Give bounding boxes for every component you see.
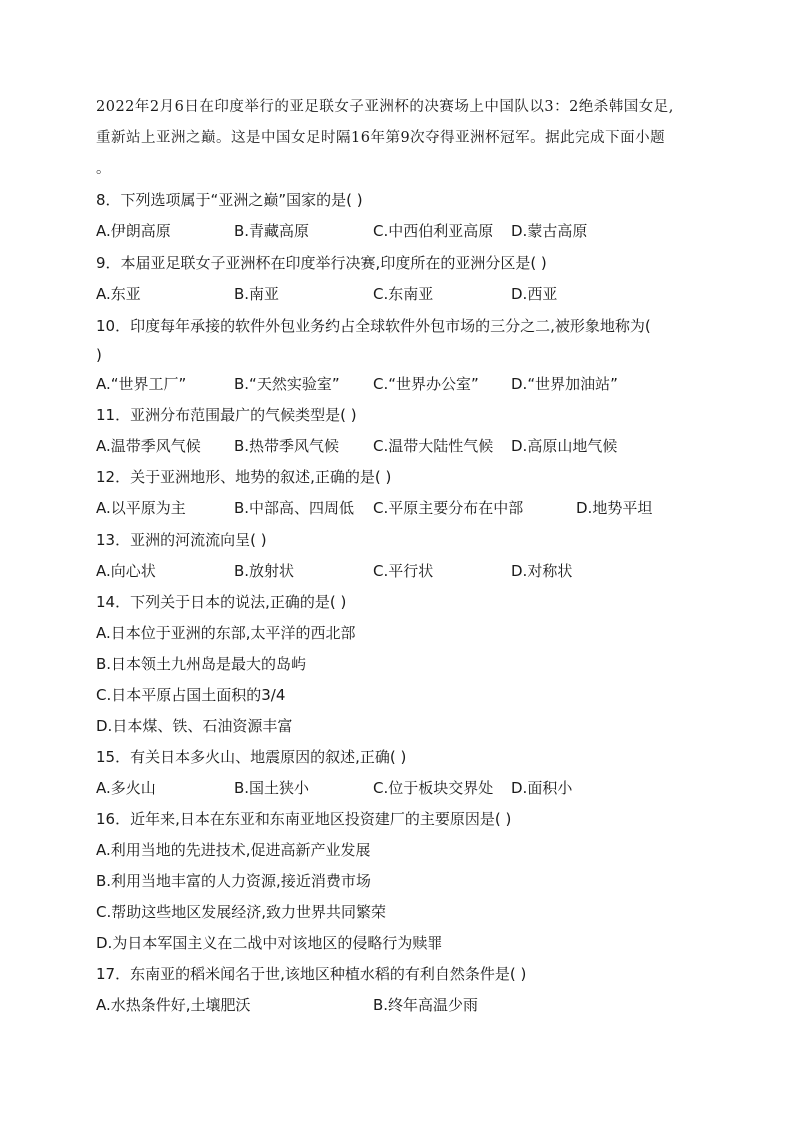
option-b: B.利用当地丰富的人力资源,接近消费市场	[96, 872, 371, 890]
question-10-stem-cont: )	[96, 346, 102, 364]
option-d: D.地势平坦	[576, 499, 653, 517]
option-b: B.热带季风气候	[234, 437, 340, 455]
question-17-stem: 17．东南亚的稻米闻名于世,该地区种植水稻的有利自然条件是( )	[96, 965, 527, 983]
intro-line: 。	[96, 161, 111, 177]
option-a: A.日本位于亚洲的东部,太平洋的西北部	[96, 624, 356, 642]
option-b: B.中部高、四周低	[234, 499, 355, 517]
option-b: B.国土狭小	[234, 779, 310, 797]
intro-line: 2022年2月6日在印度举行的亚足联女子亚洲杯的决赛场上中国队以3：2绝杀韩国女足,	[96, 99, 674, 115]
option-a: A.温带季风气候	[96, 437, 201, 455]
question-16-stem: 16．近年来,日本在东亚和东南亚地区投资建厂的主要原因是( )	[96, 810, 512, 828]
option-d: D.“世界加油站”	[511, 375, 618, 393]
option-b: B.日本领土九州岛是最大的岛屿	[96, 655, 307, 673]
option-a: A.向心状	[96, 562, 156, 580]
option-c: C.温带大陆性气候	[373, 437, 494, 455]
intro-passage	[96, 92, 706, 185]
option-d: D.对称状	[511, 562, 573, 580]
option-c: C.日本平原占国土面积的3/4	[96, 686, 286, 704]
option-d: D.西亚	[511, 285, 558, 303]
question-12-stem: 12．关于亚洲地形、地势的叙述,正确的是( )	[96, 468, 392, 486]
question-11-stem: 11．亚洲分布范围最广的气候类型是( )	[96, 406, 357, 424]
question-10-stem: 10．印度每年承接的软件外包业务约占全球软件外包市场的三分之二,被形象地称为(	[96, 317, 651, 335]
option-c: C.“世界办公室”	[373, 375, 479, 393]
option-a: A.东亚	[96, 285, 141, 303]
option-b: B.“天然实验室”	[234, 375, 340, 393]
option-c: C.平行状	[373, 562, 434, 580]
option-d: D.蒙古高原	[511, 222, 588, 240]
intro-line: 重新站上亚洲之巅。这是中国女足时隔16年第9次夺得亚洲杯冠军。据此完成下面小题	[96, 130, 666, 146]
question-14-stem: 14．下列关于日本的说法,正确的是( )	[96, 593, 347, 611]
question-9-stem: 9．本届亚足联女子亚洲杯在印度举行决赛,印度所在的亚洲分区是( )	[96, 254, 547, 272]
option-c: C.帮助这些地区发展经济,致力世界共同繁荣	[96, 903, 387, 921]
option-d: D.日本煤、铁、石油资源丰富	[96, 717, 293, 735]
option-b: B.青藏高原	[234, 222, 310, 240]
question-8-stem: 8．下列选项属于“亚洲之巅”国家的是( )	[96, 191, 363, 209]
option-d: D.高原山地气候	[511, 437, 618, 455]
option-c: C.位于板块交界处	[373, 779, 494, 797]
option-c: C.东南亚	[373, 285, 434, 303]
option-a: A.以平原为主	[96, 499, 186, 517]
option-d: D.面积小	[511, 779, 573, 797]
option-b: B.终年高温少雨	[373, 996, 479, 1014]
question-15-stem: 15．有关日本多火山、地震原因的叙述,正确( )	[96, 748, 407, 766]
option-a: A.伊朗高原	[96, 222, 171, 240]
option-a: A.水热条件好,土壤肥沃	[96, 996, 251, 1014]
option-b: B.南亚	[234, 285, 280, 303]
option-b: B.放射状	[234, 562, 295, 580]
option-c: C.中西伯利亚高原	[373, 222, 494, 240]
option-d: D.为日本军国主义在二战中对该地区的侵略行为赎罪	[96, 934, 443, 952]
option-a: A.“世界工厂”	[96, 375, 187, 393]
option-a: A.多火山	[96, 779, 156, 797]
question-13-stem: 13．亚洲的河流流向呈( )	[96, 531, 267, 549]
option-a: A.利用当地的先进技术,促进高新产业发展	[96, 841, 371, 859]
option-c: C.平原主要分布在中部	[373, 499, 524, 517]
